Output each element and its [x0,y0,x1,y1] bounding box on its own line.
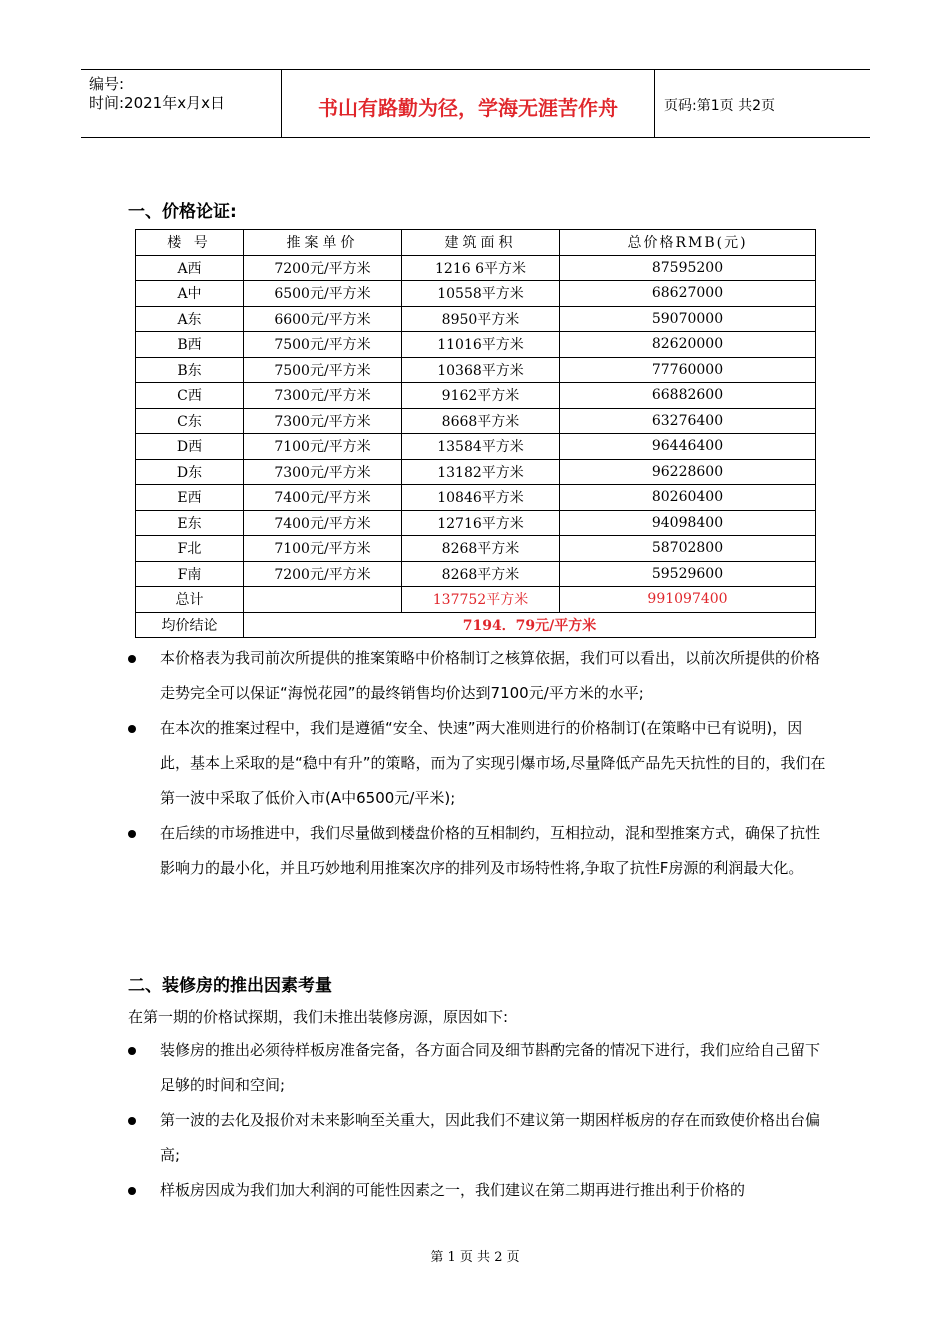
table-row [136,383,816,409]
cell-area: 10846平方米 [402,485,560,511]
table-row [136,561,816,587]
cell-building: D西 [136,434,244,460]
cell-area: 8268平方米 [402,561,560,587]
table-total-row [136,587,816,613]
cell-building: C东 [136,408,244,434]
cell-area: 11016平方米 [402,332,560,358]
cell-unit-price: 7100元/平方米 [244,536,402,562]
cell-total-price: 59070000 [560,306,816,332]
cell-building: A东 [136,306,244,332]
document-number-label: 编号: [89,75,125,93]
cell-area: 13182平方米 [402,459,560,485]
cell-total-price: 66882600 [560,383,816,409]
table-row [136,510,816,536]
cell-unit-price: 7200元/平方米 [244,255,402,281]
header-meta-cell [81,70,282,137]
cell-unit-price: 7300元/平方米 [244,408,402,434]
cell-area: 8668平方米 [402,408,560,434]
cell-total-price: 80260400 [560,485,816,511]
page-footer: 第 1 页 共 2 页 [430,1250,520,1265]
cell-area: 13584平方米 [402,434,560,460]
cell-unit-price: 7300元/平方米 [244,383,402,409]
cell-total-price: 63276400 [560,408,816,434]
cell-building: F北 [136,536,244,562]
header-building: 楼 号 [136,230,244,256]
list-item: 样板房因成为我们加大利润的可能性因素之一，我们建议在第二期再进行推出利于价格的 [128,1173,828,1208]
cell-unit-price: 6600元/平方米 [244,306,402,332]
cell-building: E西 [136,485,244,511]
cell-total-price: 68627000 [560,281,816,307]
list-item: 在后续的市场推进中，我们尽量做到楼盘价格的互相制约，互相拉动，混和型推案方式，确保了抗性影响力的最小化，并且巧妙地利用推案次序的排列及市场特性将,争取了抗性F房源的利润最大化。 [128,816,828,886]
list-item: 在本次的推案过程中，我们是遵循“安全、快速”两大准则进行的价格制订(在策略中已有说明)，因此，基本上采取的是“稳中有升”的策略，而为了实现引爆市场,尽量降低产品先天抗性的目的，我们在第一波中采取了低价入市(A中6500元/平米); [128,711,828,816]
cell-building: A西 [136,255,244,281]
section2-title: 二、装修房的推出因素考量 [128,976,332,996]
header-area: 建筑面积 [402,230,560,256]
average-label: 均价结论 [136,612,244,638]
cell-unit-price: 7300元/平方米 [244,459,402,485]
table-row [136,281,816,307]
cell-unit-price: 6500元/平方米 [244,281,402,307]
section2-bullet-list [128,1033,828,1208]
cell-total-price: 58702800 [560,536,816,562]
table-row [136,255,816,281]
total-empty-cell [244,587,402,613]
cell-area: 8268平方米 [402,536,560,562]
cell-area: 10368平方米 [402,357,560,383]
price-table [135,229,816,638]
cell-unit-price: 7500元/平方米 [244,357,402,383]
cell-total-price: 96446400 [560,434,816,460]
table-average-row [136,612,816,638]
cell-total-price: 96228600 [560,459,816,485]
document-time-label: 时间:2021年x月x日 [89,94,225,112]
total-label: 总计 [136,587,244,613]
cell-total-price: 94098400 [560,510,816,536]
cell-building: B东 [136,357,244,383]
list-item: 第一波的去化及报价对未来影响至关重大，因此我们不建议第一期困样板房的存在而致使价格出台偏高; [128,1103,828,1173]
cell-area: 10558平方米 [402,281,560,307]
cell-total-price: 77760000 [560,357,816,383]
cell-total-price: 82620000 [560,332,816,358]
table-row [136,357,816,383]
header-total-price: 总价格RMB(元) [560,230,816,256]
cell-area: 9162平方米 [402,383,560,409]
header-page-info: 页码:第1页 共2页 [664,98,775,114]
cell-area: 1216 6平方米 [402,255,560,281]
total-price: 991097400 [560,587,816,613]
table-row [136,332,816,358]
table-row [136,485,816,511]
cell-total-price: 59529600 [560,561,816,587]
document-header [81,69,870,138]
header-unit-price: 推案单价 [244,230,402,256]
cell-unit-price: 7400元/平方米 [244,485,402,511]
table-row [136,536,816,562]
section1-title: 一、价格论证: [128,202,237,222]
cell-building: F南 [136,561,244,587]
table-row [136,408,816,434]
section1-bullet-list [128,641,828,886]
table-header-row [136,230,816,256]
cell-unit-price: 7400元/平方米 [244,510,402,536]
cell-total-price: 87595200 [560,255,816,281]
table-row [136,459,816,485]
table-row [136,434,816,460]
table-row [136,306,816,332]
cell-building: C西 [136,383,244,409]
list-item: 本价格表为我司前次所提供的推案策略中价格制订之核算依据，我们可以看出，以前次所提供的价格走势完全可以保证“海悦花园”的最终销售均价达到7100元/平方米的水平; [128,641,828,711]
cell-building: A中 [136,281,244,307]
cell-area: 12716平方米 [402,510,560,536]
average-price-value: 7194．79元/平方米 [244,612,816,638]
cell-area: 8950平方米 [402,306,560,332]
header-motto-cell [282,70,655,137]
header-motto: 书山有路勤为径，学海无涯苦作舟 [318,96,618,120]
list-item: 装修房的推出必须待样板房准备完备，各方面合同及细节斟酌完备的情况下进行，我们应给自己留下足够的时间和空间; [128,1033,828,1103]
cell-building: B西 [136,332,244,358]
cell-building: D东 [136,459,244,485]
cell-unit-price: 7100元/平方米 [244,434,402,460]
cell-unit-price: 7200元/平方米 [244,561,402,587]
section2-intro: 在第一期的价格试探期，我们未推出装修房源，原因如下: [128,1008,509,1026]
cell-unit-price: 7500元/平方米 [244,332,402,358]
total-area: 137752平方米 [402,587,560,613]
cell-building: E东 [136,510,244,536]
